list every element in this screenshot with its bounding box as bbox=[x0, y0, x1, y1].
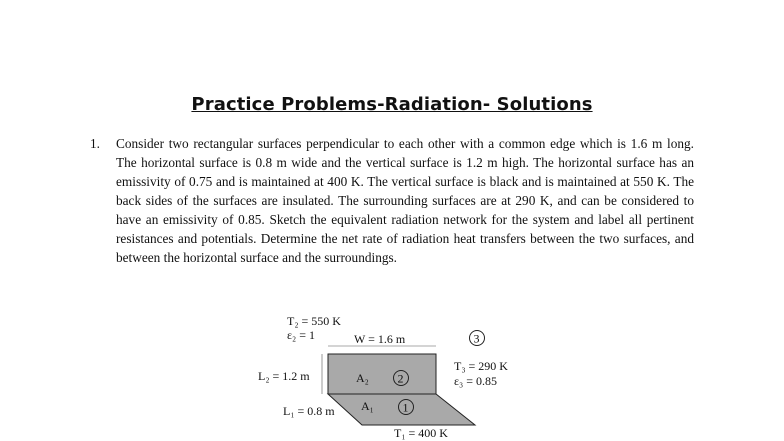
label-w: W = 1.6 m bbox=[354, 332, 406, 346]
vertical-surface-a2 bbox=[328, 354, 436, 394]
label-t1: T₁ = 400 K bbox=[394, 426, 448, 440]
node-3-label: 3 bbox=[473, 331, 480, 346]
label-a2: A₂ bbox=[356, 371, 369, 385]
label-t2: T₂ = 550 K bbox=[287, 314, 341, 328]
label-l1: L₁ = 0.8 m bbox=[283, 404, 335, 418]
label-a1: A₁ bbox=[361, 399, 374, 413]
surfaces-figure bbox=[250, 308, 540, 441]
label-l2: L₂ = 1.2 m bbox=[258, 369, 310, 383]
label-eps2: ε₂ = 1 bbox=[287, 328, 315, 342]
page-title: Practice Problems-Radiation- Solutions bbox=[191, 94, 593, 115]
problem-number: 1. bbox=[90, 136, 100, 151]
node-1-label: 1 bbox=[402, 400, 409, 415]
node-2-label: 2 bbox=[397, 371, 404, 386]
problem-text: Consider two rectangular surfaces perpendicular to each other with a common edge which is 1.6 m long. The horizontal surface is 0.8 m wide and the vertical surface is 1.2 m high. The horizontal surface has an emissivity of 0.75 and is maintained at 400 K. The vertical surface is black and is maintained at 550 K. The back sides of the surfaces are insulated. The surrounding surfaces are at 290 K, and can be considered to have an emissivity of 0.85. Sketch the equivalent radiation network for the system and label all pertinent resistances and potentials. Determine the net rate of radiation heat transfers between the two surfaces, and between the horizontal surface and the surroundings. bbox=[116, 136, 694, 265]
label-t3: T₃ = 290 K bbox=[454, 359, 508, 373]
label-eps3: ε₃ = 0.85 bbox=[454, 374, 497, 388]
horizontal-surface-a1 bbox=[328, 394, 475, 425]
